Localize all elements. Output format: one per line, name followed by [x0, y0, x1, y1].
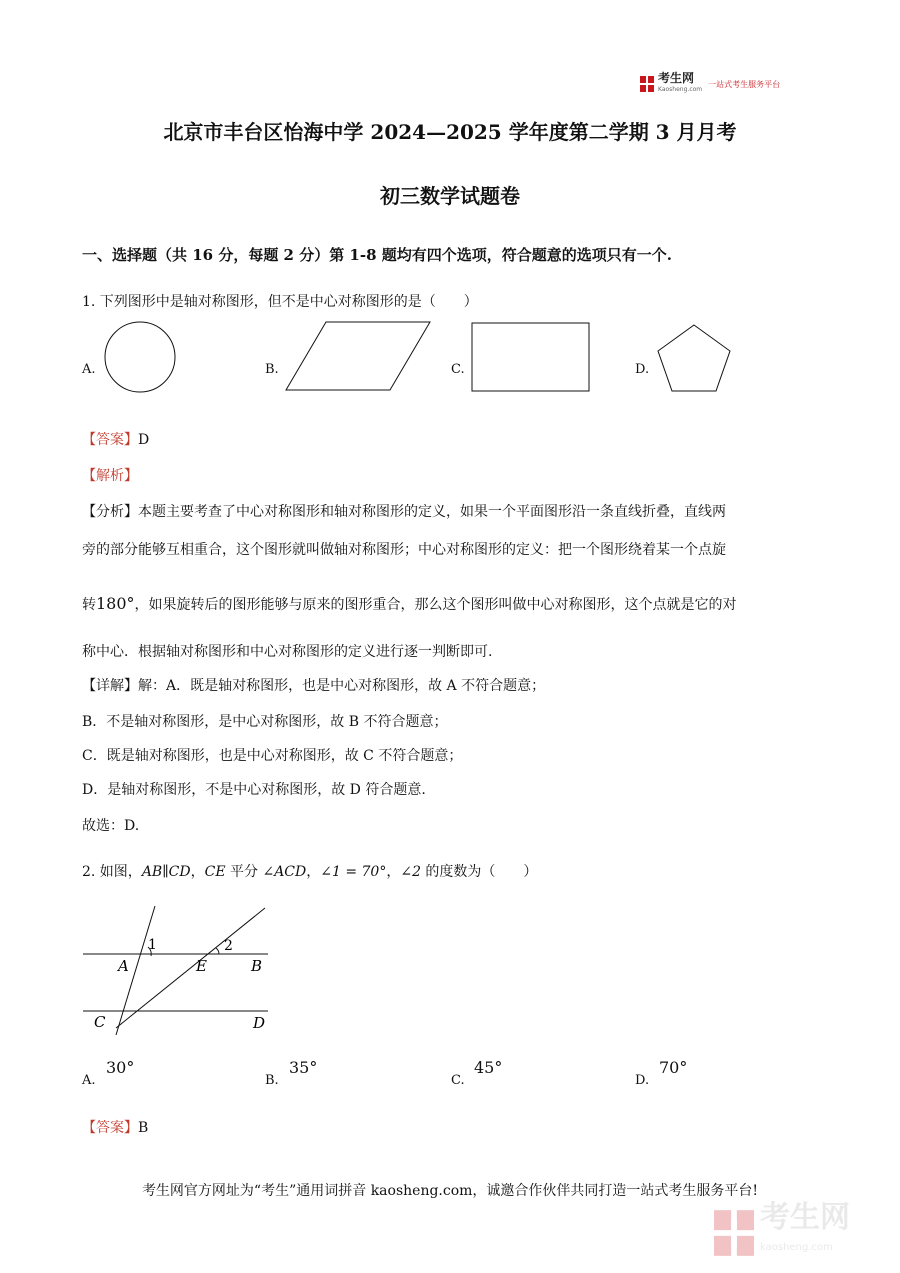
point-d-label: D — [253, 1014, 266, 1032]
q2-answer: 【答案】B — [82, 1120, 149, 1136]
section-heading: 一、选择题（共 16 分，每题 2 分）第 1-8 题均有四个选项，符合题意的选项只有一个. — [82, 246, 672, 264]
q2-figure — [78, 900, 278, 1040]
angle-2-arc — [216, 948, 219, 954]
logo-icon — [640, 76, 654, 92]
logo-brand: 考生网 Kaosheng.com — [658, 71, 703, 93]
q1-option-b-parallelogram — [284, 320, 434, 394]
q1-detail-a: 【详解】解：A．既是轴对称图形，也是中心对称图形，故 A 不符合题意； — [82, 678, 546, 694]
q2-option-d-value: 70° — [659, 1058, 688, 1077]
page-subtitle: 初三数学试题卷 — [380, 184, 520, 208]
line-ce — [116, 908, 265, 1028]
point-b-label: B — [251, 957, 263, 975]
page-footer: 考生网官方网址为“考生”通用词拼音 kaosheng.com，诚邀合作伙伴共同打造一站式考生服务平台! — [141, 1183, 759, 1199]
q1-analysis-line-4: 称中心．根据轴对称图形和中心对称图形的定义进行逐一判断即可. — [82, 644, 493, 660]
watermark-icon — [714, 1210, 754, 1256]
q1-analysis-line-2: 旁的部分能够互相重合，这个图形就叫做轴对称图形；中心对称图形的定义：把一个图形绕着某一个点旋 — [82, 542, 726, 558]
q1-option-d-pentagon — [654, 322, 734, 394]
q1-analysis-tag: 【解析】 — [82, 468, 138, 484]
q2-option-b-label: B. — [265, 1073, 279, 1088]
point-e-label: E — [196, 957, 207, 975]
question-2-stem: 2. 如图，AB∥CD，CE 平分 ∠ACD，∠1 = 70°，∠2 的度数为（ ） — [82, 864, 538, 880]
q1-conclusion: 故选：D. — [82, 818, 140, 834]
watermark — [714, 1200, 884, 1258]
q2-option-c-value: 45° — [474, 1058, 503, 1077]
q1-option-c-rectangle — [470, 322, 592, 394]
q1-option-c-label: C. — [451, 362, 465, 377]
point-c-label: C — [94, 1013, 106, 1031]
q1-detail-b: B．不是轴对称图形，是中心对称图形，故 B 不符合题意； — [82, 714, 448, 730]
logo-tagline: 一站式考生服务平台 — [708, 79, 781, 89]
q1-option-b-label: B. — [265, 362, 279, 377]
q1-analysis-line-3: 转180°，如果旋转后的图形能够与原来的图形重合，那么这个图形叫做中心对称图形，这个点就是它的对 — [82, 594, 737, 613]
q1-analysis-line-1: 【分析】本题主要考查了中心对称图形和轴对称图形的定义，如果一个平面图形沿一条直线折叠，直线两 — [82, 504, 726, 520]
question-1-stem: 1. 下列图形中是轴对称图形，但不是中心对称图形的是（ ） — [82, 294, 478, 310]
angle-1-label: 1 — [148, 937, 157, 953]
q2-option-d-label: D. — [635, 1073, 650, 1088]
q1-detail-c: C．既是轴对称图形，也是中心对称图形，故 C 不符合题意； — [82, 748, 463, 764]
site-logo — [640, 72, 810, 96]
q2-option-a-label: A. — [82, 1073, 96, 1088]
q1-option-a-circle — [103, 320, 177, 394]
q1-answer: 【答案】D — [82, 432, 150, 448]
q1-option-a-label: A. — [82, 362, 96, 377]
watermark-brand: 考生网 kaosheng.com — [760, 1200, 850, 1253]
point-a-label: A — [118, 957, 129, 975]
angle-2-label: 2 — [224, 938, 233, 954]
q1-option-d-label: D. — [635, 362, 650, 377]
q2-option-c-label: C. — [451, 1073, 465, 1088]
q2-option-b-value: 35° — [289, 1058, 318, 1077]
q2-option-a-value: 30° — [106, 1058, 135, 1077]
q1-detail-d: D．是轴对称图形，不是中心对称图形，故 D 符合题意. — [82, 782, 426, 798]
page-title: 北京市丰台区怡海中学 2024—2025 学年度第二学期 3 月月考 — [163, 120, 737, 144]
